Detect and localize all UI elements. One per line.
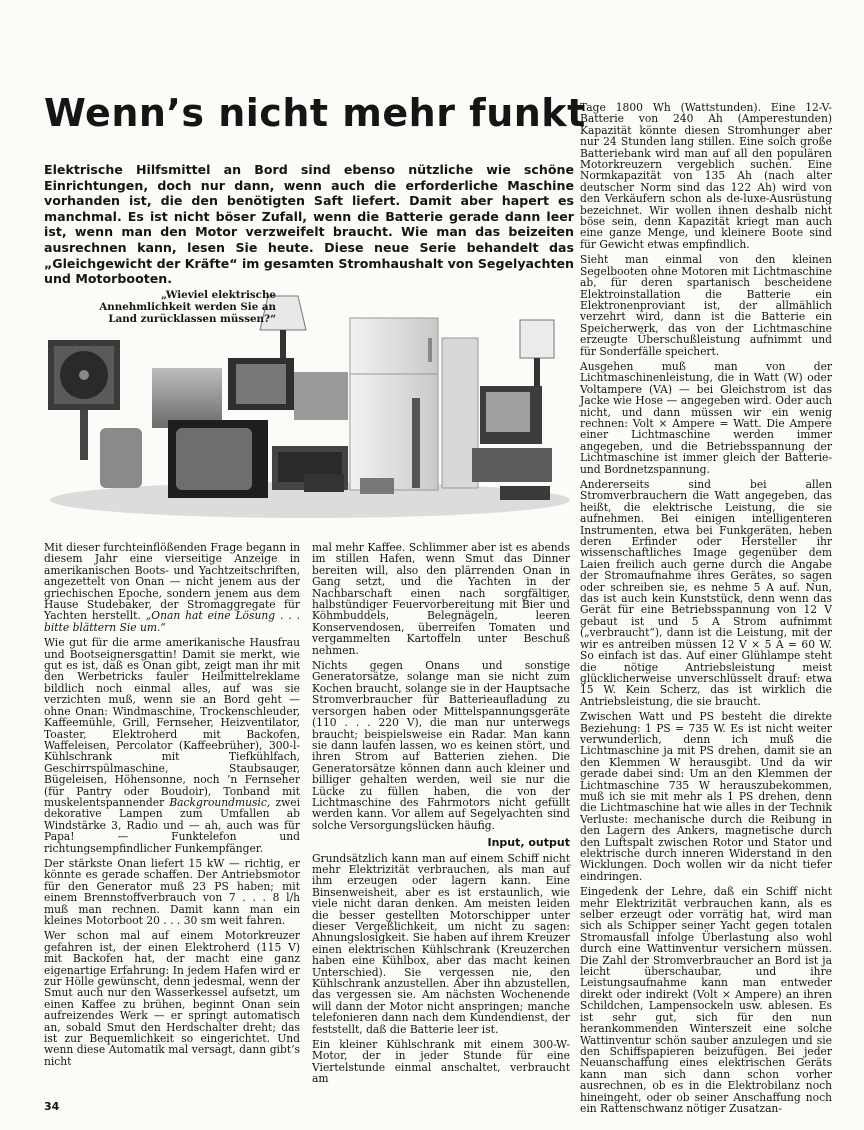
text-column-2 [312,542,570,1089]
paragraph [44,542,300,633]
paragraph: Nichts gegen Onans und sonstige Generatorsätze, solange man sie nicht zum Kochen braucht, solange sie in der Hauptsache Stromverbraucher für Batterieaufladung zu versorgen haben oder Mittelspannungsgeräte (110 . . . 220 V), die man nur unterwegs braucht; beispielsweise ein Radar. Man kann sie dann laufen lassen, wo es keinen stört, und ihren Strom auf Batterien ziehen. Die Generatorsätze können dann auch kleiner und billiger gehalten werden, weil sie nur die Lücke zu füllen haben, die von der Lichtmaschine des Fahrmotors nicht gefüllt werden kann. Vor allem auf Segelyachten sind solche Versorgungslücken häufig. [312,659,570,832]
paragraph: Ausgehen muß man von der Lichtmaschinenleistung, die in Watt (W) oder Voltampere (VA) — bei Gleichstrom ist das Jacke wie Hose — angegeben wird. Oder auch nicht, und dann müssen wir ein wenig rechnen: Volt × Ampere = Watt. Die Ampere einer Lichtmaschine werden immer angegeben, und die Betriebsspannung der Lichtmaschine ist immer gleich der Batterie- und Bordnetzspannung. [580,359,832,476]
paragraph-italic: „Onan hat eine Lösung . . . bitte blättern Sie um.“ [44,609,300,634]
paragraph: Tage 1800 Wh (Wattstunden). Eine 12-V-Batterie von 240 Ah (Amperestunden) Kapazität könnte diesen Stromhunger aber nur 24 Stunden lang stillen. Eine solch große Batteriebank wird man auf all den populären Motorkreuzern vergeblich suchen. Eine Normkapazität von 135 Ah (nach alter deutscher Norm sind das 122 Ah) wird von den Verkäufern schon als de-luxe-Ausrüstung bezeichnet. Wir wollen ihnen deshalb nicht böse sein, denn Kapazität kriegt man auch eine ganze Menge, und kleinere Boote sind für Gewicht etwas empfindlich. [580,101,832,251]
paragraph: Andererseits sind bei allen Stromverbrauchern die Watt angegeben, das heißt, die elektrische Leistung, die sie aufnehmen. Bei einigen intelligenteren Instrumenten, etwa bei Funkgeräten, heben deren Erfinder oder Hersteller ihr wissenschaftliches Image gegenüber dem Laien freilich auch gerne durch die Angabe der Stromaufnahme ihres Gerätes, so sagen oder schreiben sie, es nehme 5 A auf. Nun, das ist auch kein Kunststück, denn wenn das Gerät für eine Betriebsspannung von 12 V gebaut ist und 5 A Strom aufnimmt („verbraucht“), dann ist die Leistung, mit der wir es antreiben müssen 12 V × 5 A = 60 W. So einfach ist das. Auf einer Glühlampe steht die nötige Antriebsleistung meist glücklicherweise unverschlüsselt drauf: etwa 15 W. Kein Scherz, das ist wirklich die Antriebsleistung, die sie braucht. [580,478,832,708]
paragraph: Wer schon mal auf einem Motorkreuzer gefahren ist, der einen Elektroherd (115 V) mit Backofen hat, der macht eine ganz eigenartige Erfahrung: In jedem Hafen wird er zur Hölle gewünscht, denn jedesmal, wenn der Smut auch nur den Wasserkessel aufsetzt, um einen Kaffee zu brühen, beginnt Onan sein aufreizendes Werk — er springt automatisch an, sobald Smut den Herdschalter dreht; das ist zur Bequemlichkeit so eingerichtet. Und wenn diese Automatik mal versagt, dann gibt’s nicht [44,929,300,1068]
paragraph: Zwischen Watt und PS besteht die direkte Beziehung: 1 PS = 735 W. Es ist nicht weiter verwunderlich, denn ich muß die Lichtmaschine ja mit PS drehen, damit sie an den Klemmen W herausgibt. Und da wir gerade dabei sind: Um an den Klemmen der Lichtmaschine 735 W herauszubekommen, muß ich sie mit mehr als 1 PS drehen, denn die Lichtmaschine hat wie alles in der Technik Verluste: mechanische durch die Reibung in den Lagern des Ankers, magnetische durch den Luftspalt zwischen Rotor und Stator und elektrische durch inneren Widerstand in den Wicklungen. Doch wollen wir da nicht tiefer eindringen. [580,710,832,883]
paragraph: Eingedenk der Lehre, daß ein Schiff nicht mehr Elektrizität verbrauchen kann, als es selber erzeugt oder vorrätig hat, wird man sich als Schipper seiner Yacht gegen totalen Stromausfall infolge Überlastung also wohl durch eine Wattinventur versichern müssen. Die Zahl der Stromverbraucher an Bord ist ja leicht überschaubar, und ihre Leistungsaufnahme kann man entweder direkt oder indirekt (Volt × Ampere) an ihren Schildchen, Lampensockeln usw. ablesen. Es ist sehr gut, sich für den nun herankommenden Winterszeit eine solche Wattinventur schön sauber anzulegen und sie den Schiffspapieren beizufügen. Bei jeder Neuanschaffung eines elektrischen Geräts kann man sich dann schon vorher ausrechnen, ob es in die Elektrobilanz noch hineingeht, oder ob seiner Anschaffung noch ein Rattenschwanz nötiger Zusatzan- [580,885,832,1115]
paragraph-text: zwei dekorative Lampen zum Umfallen ab Windstärke 3, Radio und — ah, auch was für Papa! — Funktelefon und richtungsempfindlicher Funkempfänger. [44,795,300,855]
paragraph: mal mehr Kaffee. Schlimmer aber ist es abends im stillen Hafen, wenn Smut das Dinner bereiten will, also den plärrenden Onan in Gang setzt, und die Yachten in der Nachbarschaft einen nach sorgfältiger, halbstündiger Feuervorbereitung mit Bier und Köhmbuddels, Belegnägeln, leeren Konservendosen, überreifen Tomaten und vergammelten Kartoffeln unter Beschuß nehmen. [312,541,570,657]
paragraph: Sieht man einmal von den kleinen Segelbooten ohne Motoren mit Lichtmaschine ab, für deren spartanisch bescheidene Elektroinstallation die Batterie ein Elektronenproviant ist, der allmählich verzehrt wird, dann ist die Batterie ein Speicherwerk, das von der Lichtmaschine erzeugte Überschußleistung aufnimmt und für Sonderfälle speichert. [580,253,832,358]
headline: Wenn’s nicht mehr funkt [44,91,586,135]
paragraph: Der stärkste Onan liefert 15 kW — richtig, er könnte es gerade schaffen. Der Antriebsmotor für den Generator muß 23 PS haben; mit einem Brennstoffverbrauch von 7 . . . 8 l/h muß man rechnen. Damit kann man ein kleines Motorboot 20 . . . 30 sm weit fahren. [44,856,300,927]
text-column-1 [44,542,300,1071]
paragraph-text: Wie gut für die arme amerikanische Hausfrau und Bootseignersgattin! Damit sie merkt, wie gut es ist, daß es Onan gibt, zeigt man ihr mit den Werbetricks fauler Heilmittelreklame bildlich noch einmal alles, auf was sie verzichten muß, wenn sie an Bord geht — ohne Onan: Windmaschine, Trockenschleuder, Kaffeemühle, Grill, Fernseher, Heizventilator, Toaster, Elektroherd mit Backofen, Waffeleisen, Percolator (Kaffeebrüher), 300-l-Kühlschrank mit Tiefkühlfach, Geschirrspülmaschine, Staubsauger, Bügeleisen, Höhensonne, noch ’n Fernseher (für Pantry oder Boudoir), Tonband mit muskelentspannender [44,636,300,809]
photo-caption: „Wieviel elektrische Annehmlichkeit werden Sie an Land zurücklassen müssen?“ [99,289,276,326]
paragraph [44,637,300,854]
lead-paragraph: Elektrische Hilfsmittel an Bord sind ebenso nützliche wie schöne Einrichtungen, doch nur dann, wenn auch die erforderliche Maschine vorhanden ist, die den benötigten Saft liefert. Damit aber hapert es manchmal. Es ist nicht böser Zufall, wenn die Batterie gerade dann leer ist, wenn man den Motor verzweifelt braucht. Wie man das beizeiten ausrechnen kann, lesen Sie heute. Diese neue Serie behandelt das „Gleichgewicht der Kräfte“ im gesamten Stromhaushalt von Segelyachten und Motorbooten. [44,162,574,287]
paragraph-italic: Backgroundmusic, [169,795,271,809]
page-number: 34 [44,1100,60,1113]
subheading: Input, output [487,836,570,850]
paragraph: Ein kleiner Kühlschrank mit einem 300-W-Motor, der in jeder Stunde für eine Viertelstunde einmal anschaltet, verbraucht am [312,1038,570,1086]
paragraph-text: Mit dieser furchteinflößenden Frage begann in diesem Jahr eine vierseitige Anzeige in amerikanischen Boots- und Yachtzeitschriften, angezettelt von Onan — nicht jenem aus der griechischen Epoche, sondern jenem aus dem Hause Studebaker, der Stromaggregate für Yachten herstellt. [44,541,300,623]
paragraph: Grundsätzlich kann man auf einem Schiff nicht mehr Elektrizität verbrauchen, als man auf ihm erzeugen oder lagern kann. Eine Binsenweisheit, aber es ist erstaunlich, wie viele nicht daran denken. Am meisten leiden die besser gestellten Motorschipper unter dieser Vergeßlichkeit, um nicht zu sagen: Ahnungslosigkeit. Sie haben auf ihrem Kreuzer einen elektrischen Kühlschrank (Kreuzerchen haben eine Kühlbox, aber das macht keinen Unterschied). Sie vergessen nie, den Kühlschrank anzustellen. Aber ihn abzustellen, das vergessen sie. Am nächsten Wochenende will dann der Motor nicht anspringen; manche telefonieren dann nach dem Kundendienst, der feststellt, daß die Batterie leer ist. [312,851,570,1036]
text-column-3 [580,102,832,1118]
